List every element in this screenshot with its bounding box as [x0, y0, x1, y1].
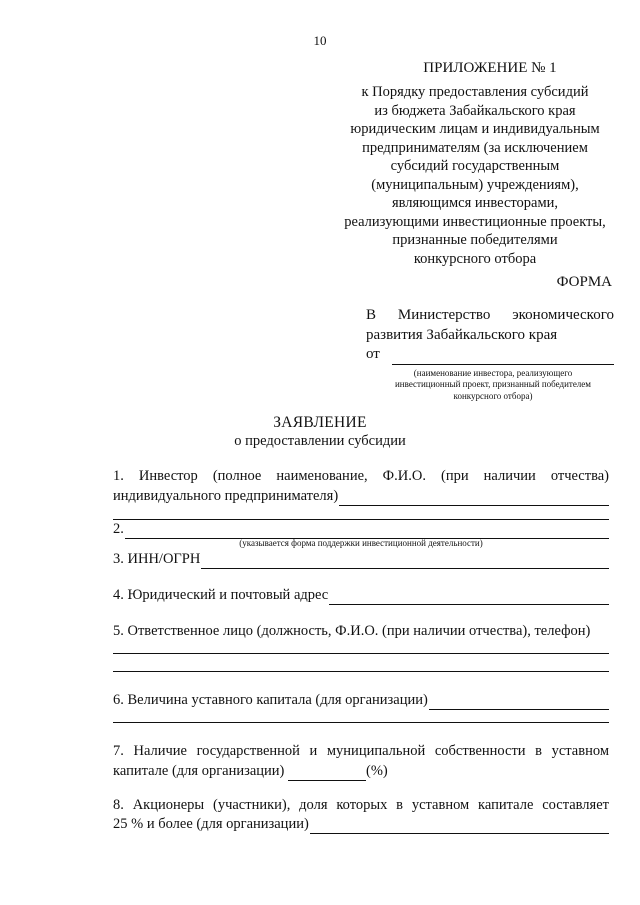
- shareholders-input[interactable]: [310, 819, 609, 834]
- field-7-label: капитале (для организации): [113, 763, 285, 779]
- appendix-line: конкурсного отбора: [413, 250, 537, 267]
- appendix-line: из бюджета Забайкальского края: [374, 102, 576, 119]
- authorized-capital-input[interactable]: [429, 695, 609, 710]
- appendix-title: ПРИЛОЖЕНИЕ № 1: [423, 60, 557, 76]
- statement-title: ЗАЯВЛЕНИЕ: [273, 414, 367, 431]
- from-caption-line: (наименование инвестора, реализующего: [413, 367, 573, 378]
- appendix-line: реализующими инвестиционные проекты,: [344, 213, 606, 230]
- addressee-economic-word: экономического: [512, 307, 614, 323]
- addressee-ministry-word: Министерство: [397, 307, 491, 323]
- addressee-block: [366, 306, 614, 402]
- field-7-row: [113, 761, 609, 781]
- field-7-unit: (%): [366, 763, 388, 779]
- appendix-line: субсидий государственным: [390, 158, 560, 174]
- field-4-row: [113, 585, 609, 605]
- field-1-row: [113, 486, 609, 506]
- field-6-label: 6. Величина уставного капитала (для организации): [113, 692, 428, 708]
- field-8-row: [113, 814, 609, 834]
- support-form-input[interactable]: [125, 524, 609, 539]
- field-2-label: 2.: [113, 521, 124, 537]
- field-5-label: 5. Ответственное лицо (должность, Ф.И.О. (при наличии отчества), телефон): [113, 623, 591, 639]
- form-label: ФОРМА: [556, 274, 612, 290]
- address-input[interactable]: [329, 590, 609, 605]
- investor-name-input[interactable]: [339, 491, 609, 506]
- state-share-percent-input[interactable]: [288, 766, 366, 781]
- field-8-line-1: 8. Акционеры (участники), доля которых в уставном капитале составляет: [113, 797, 609, 813]
- appendix-line: юридическим лицам и индивидуальным: [350, 121, 600, 137]
- from-caption: [366, 368, 614, 403]
- addressee-line-1: [366, 306, 614, 326]
- statement-subtitle: о предоставлении субсидии: [234, 433, 406, 449]
- appendix-line: (муниципальным) учреждениям),: [371, 176, 579, 193]
- from-row: [366, 345, 614, 365]
- from-caption-line: инвестиционный проект, признанный победителем: [394, 379, 591, 389]
- field-6-row: [113, 690, 609, 710]
- appendix-note: [330, 83, 620, 268]
- page-number: 10: [313, 33, 327, 48]
- authorized-capital-input-continued[interactable]: [113, 721, 609, 723]
- appendix-line: признанные победителями: [392, 232, 558, 248]
- field-3-label: 3. ИНН/ОГРН: [113, 551, 201, 567]
- field-3-row: [113, 549, 609, 569]
- from-label: от: [366, 346, 380, 362]
- addressee-line-2: развития Забайкальского края: [366, 326, 558, 343]
- responsible-person-input[interactable]: [113, 652, 609, 654]
- field-2-caption: (указывается форма поддержки инвестиционной деятельности): [239, 538, 483, 548]
- field-8-label: 25 % и более (для организации): [113, 816, 309, 832]
- responsible-person-input-continued[interactable]: [113, 670, 609, 672]
- addressee-in-word: В: [366, 307, 377, 323]
- field-1-label: индивидуального предпринимателя): [113, 488, 339, 504]
- appendix-line: являющимся инвесторами,: [391, 195, 559, 211]
- appendix-line: к Порядку предоставления субсидий: [361, 84, 589, 100]
- field-4-label: 4. Юридический и почтовый адрес: [113, 587, 329, 603]
- field-1-line-1: 1. Инвестор (полное наименование, Ф.И.О. (при наличии отчества): [113, 468, 609, 484]
- field-7-line-1: 7. Наличие государственной и муниципальной собственности в уставном: [113, 743, 609, 759]
- from-caption-line: конкурсного отбора): [453, 390, 533, 401]
- from-input-line[interactable]: [392, 349, 614, 365]
- inn-ogrn-input[interactable]: [201, 554, 609, 569]
- field-2-row: [113, 519, 609, 539]
- appendix-line: предпринимателям (за исключением: [362, 139, 588, 156]
